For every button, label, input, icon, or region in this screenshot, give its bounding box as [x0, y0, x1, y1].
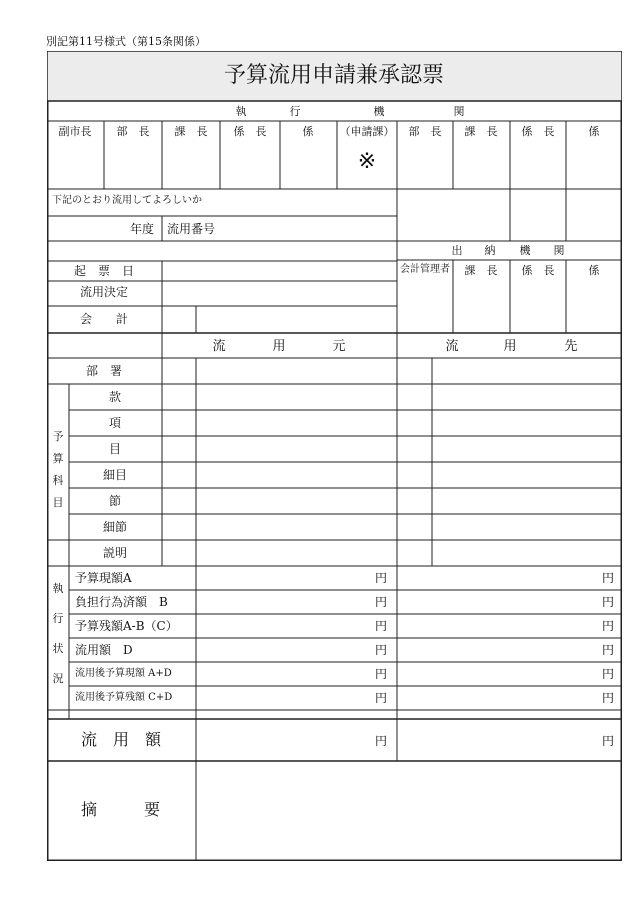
- exec-row-label: 負担行為済額 B: [75, 595, 168, 609]
- budget-transfer-form: [47, 51, 622, 861]
- exec-row-label: 流用額 D: [75, 643, 133, 657]
- yen-unit: 円: [374, 734, 387, 748]
- exec-agency-char: 執: [235, 105, 247, 118]
- budget-subject-char: 目: [52, 496, 64, 509]
- subject-setsumei: 説明: [102, 546, 128, 560]
- yen-unit: 円: [601, 571, 614, 585]
- exec-row-label: 流用後予算現額 A+D: [75, 668, 172, 679]
- transfer-amount-label: 流 用 額: [80, 730, 162, 749]
- summary-label-char: 要: [143, 800, 161, 819]
- source-heading-char: 元: [332, 339, 346, 354]
- subject-setsu: 節: [108, 494, 122, 508]
- exec-row-label: 予算残額A-B（C）: [75, 619, 178, 633]
- department-label: 部 署: [85, 364, 123, 378]
- transfer-number-label: 流用番号: [167, 222, 216, 236]
- treasury-agency-char: 納: [484, 244, 496, 257]
- treasury-staff: 係: [588, 264, 600, 277]
- exec-status-char: 況: [52, 672, 64, 685]
- budget-subject-char: 予: [52, 430, 64, 443]
- yen-unit: 円: [601, 734, 614, 748]
- approver-applicant-section: （申請課）: [339, 125, 395, 138]
- budget-subject-char: 算: [52, 452, 64, 465]
- treasury-agency-char: 出: [451, 244, 463, 257]
- exec-row-label: 流用後予算残額 C+D: [75, 692, 173, 703]
- subject-kan: 款: [108, 390, 122, 404]
- source-heading-char: 流: [212, 339, 226, 354]
- budget-subject-char: 科: [52, 474, 64, 487]
- treasury-accounting-manager: 会計管理者: [400, 264, 450, 275]
- yen-unit: 円: [374, 667, 387, 681]
- yen-unit: 円: [374, 595, 387, 609]
- decision-date-label: 流用決定: [79, 285, 129, 299]
- approver-vice-mayor: 副市長: [58, 125, 92, 138]
- subject-moku: 目: [108, 442, 122, 456]
- subject-saimoku: 細目: [102, 468, 128, 482]
- exec-status-char: 行: [52, 612, 64, 625]
- exec-status-char: 執: [52, 582, 64, 595]
- subject-saisetsu: 細節: [102, 520, 128, 534]
- dest-heading-char: 流: [445, 339, 459, 354]
- exec-row-label: 予算現額A: [75, 571, 132, 585]
- source-heading-char: 用: [272, 339, 286, 354]
- exec-status-char: 状: [52, 642, 64, 655]
- yen-unit: 円: [374, 691, 387, 705]
- treasury-unit-chief: 係 長: [521, 264, 555, 277]
- draft-date-label: 起 票 日: [73, 264, 135, 278]
- approver-dept-head: 部 長: [116, 125, 150, 138]
- year-label: 年度: [130, 222, 155, 236]
- approver-right-section-chief: 課 長: [464, 125, 498, 138]
- treasury-section-chief: 課 長: [464, 264, 498, 277]
- yen-unit: 円: [601, 667, 614, 681]
- approver-right-staff: 係: [588, 125, 600, 138]
- subject-kou: 項: [108, 416, 122, 430]
- yen-unit: 円: [374, 643, 387, 657]
- exec-agency-char: 機: [373, 105, 385, 118]
- yen-unit: 円: [601, 595, 614, 609]
- exec-agency-char: 行: [289, 105, 301, 118]
- approver-right-unit-chief: 係 長: [521, 125, 555, 138]
- dest-heading-char: 先: [564, 339, 578, 354]
- approver-right-dept-head: 部 長: [408, 125, 442, 138]
- form-title: 予算流用申請兼承認票: [223, 63, 445, 88]
- approver-unit-chief: 係 長: [233, 125, 267, 138]
- treasury-agency-char: 機: [519, 244, 531, 257]
- yen-unit: 円: [374, 571, 387, 585]
- request-text: 下記のとおり流用してよろしいか: [52, 195, 202, 206]
- yen-unit: 円: [601, 691, 614, 705]
- summary-label-char: 摘: [80, 800, 98, 819]
- form-number-note: 別記第11号様式（第15条関係）: [46, 35, 206, 48]
- request-mark: ※: [357, 149, 377, 174]
- yen-unit: 円: [601, 619, 614, 633]
- dest-heading-char: 用: [503, 339, 517, 354]
- exec-agency-char: 関: [453, 105, 465, 118]
- approver-staff: 係: [302, 125, 314, 138]
- treasury-agency-char: 関: [553, 244, 565, 257]
- account-label: 会 計: [79, 312, 129, 326]
- yen-unit: 円: [374, 619, 387, 633]
- approver-section-chief: 課 長: [174, 125, 208, 138]
- yen-unit: 円: [601, 643, 614, 657]
